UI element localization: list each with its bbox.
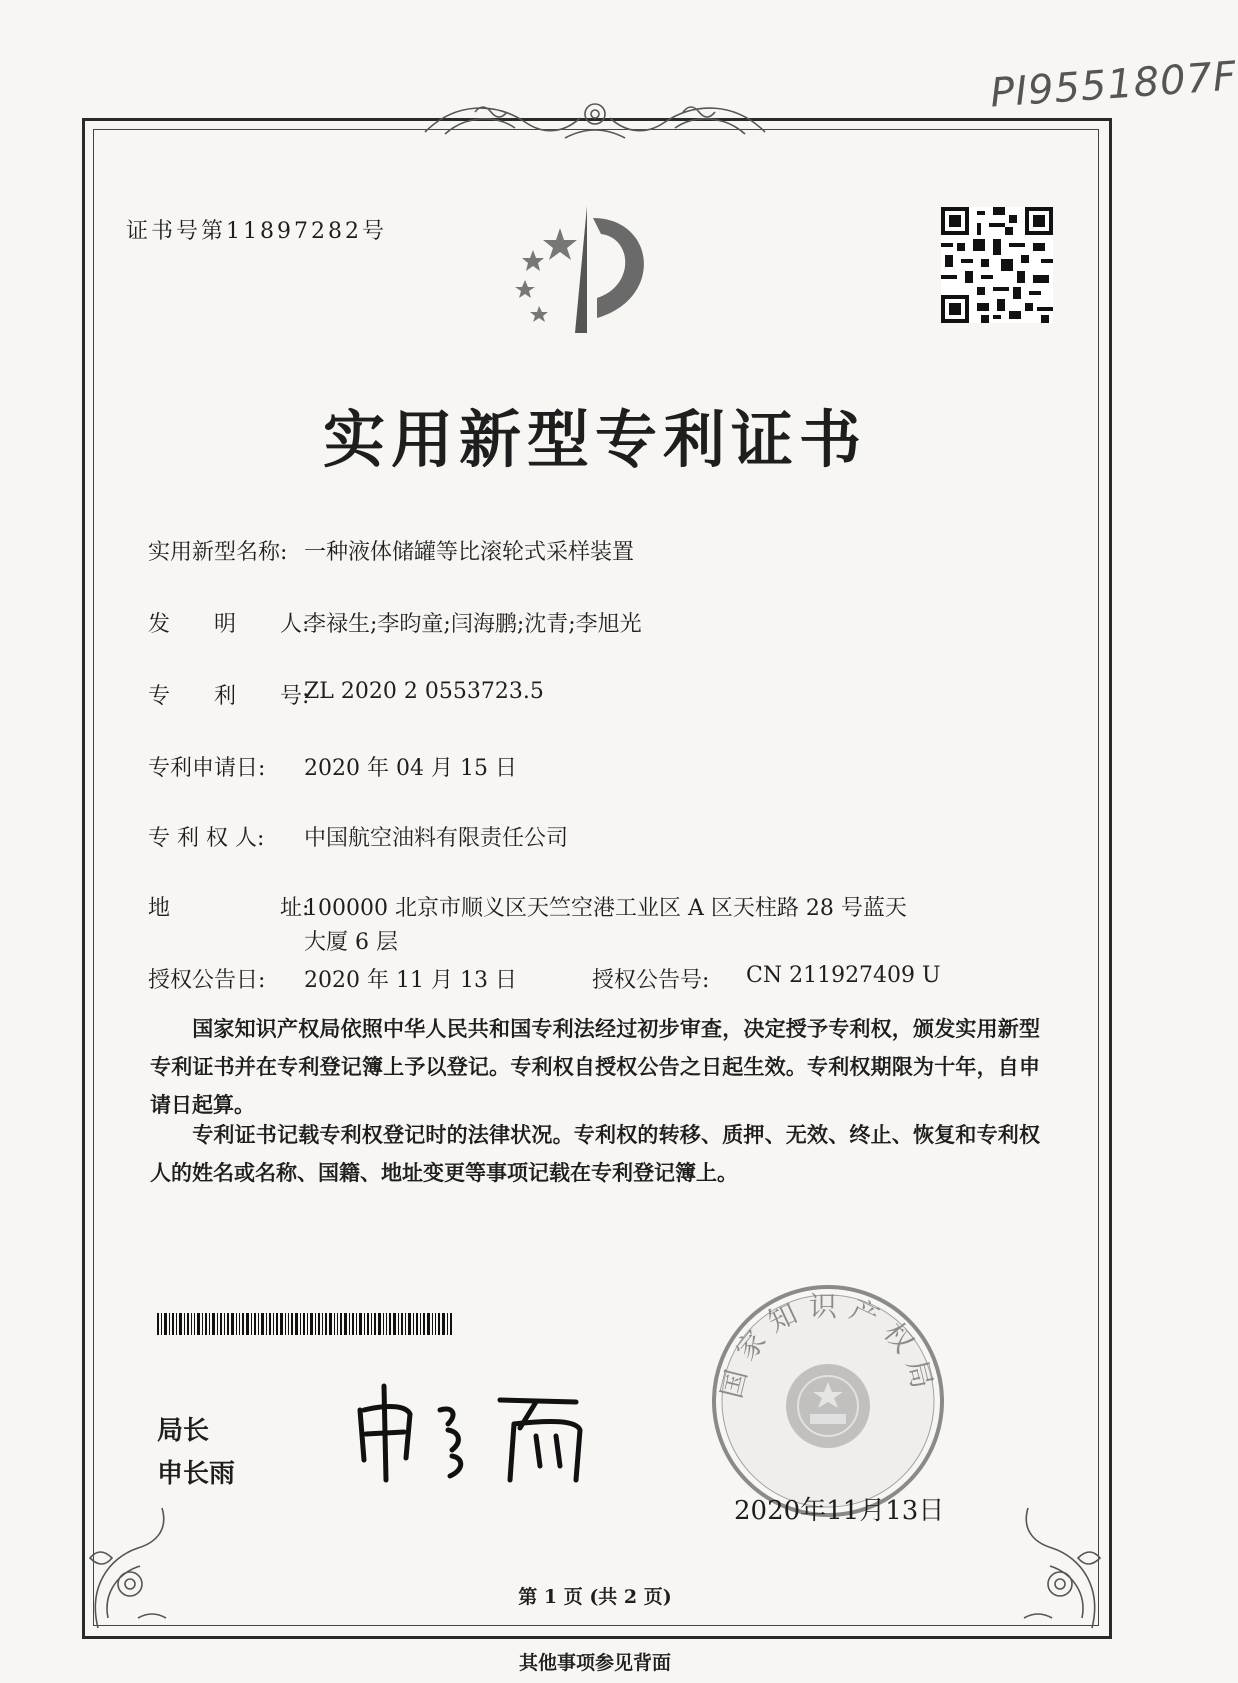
- field-name-label: 实用新型名称:: [148, 540, 288, 565]
- field-filing-date-value: 2020 年 04 月 15 日: [304, 756, 517, 781]
- field-inventor-label: 发 明 人:: [148, 612, 310, 637]
- paragraph-grant-statement-text: 国家知识产权局依照中华人民共和国专利法经过初步审查，决定授予专利权，颁发实用新型专利证书并在专利登记簿上予以登记。专利权自授权公告之日起生效。专利权期限为十年，自申请日起算。: [150, 1016, 1040, 1117]
- director-name: 申长雨: [157, 1459, 236, 1489]
- field-address-line2: 大厦 6 层: [304, 930, 398, 955]
- certificate-number: 证书号第11897282号: [126, 219, 387, 244]
- director-title: 局长: [157, 1416, 210, 1446]
- field-filing-date-label: 专利申请日:: [148, 756, 266, 781]
- field-name-value: 一种液体储罐等比滚轮式采样装置: [304, 540, 635, 565]
- page-indicator: 第 1 页 (共 2 页): [518, 1586, 672, 1608]
- certificate-title: 实用新型专利证书: [322, 403, 867, 476]
- field-grant-number-value: CN 211927409 U: [746, 963, 941, 988]
- field-patent-number-value: ZL 2020 2 0553723.5: [304, 679, 544, 704]
- qr-code: [941, 207, 1053, 323]
- director-signature: [340, 1380, 610, 1490]
- field-address-line1: 100000 北京市顺义区天竺空港工业区 A 区天柱路 28 号蓝天: [304, 896, 907, 921]
- field-patent-number-label: 专 利 号:: [148, 684, 310, 709]
- field-grant-number-label: 授权公告号:: [592, 968, 710, 993]
- field-patentee-label: 专 利 权 人:: [148, 826, 265, 851]
- field-address-label: 地 址:: [148, 896, 310, 921]
- seal-date: 2020年11月13日: [734, 1496, 945, 1526]
- official-seal: [707, 1280, 949, 1522]
- field-grant-date-label: 授权公告日:: [148, 968, 266, 993]
- field-inventor-value: 李禄生;李昀童;闫海鹏;沈青;李旭光: [304, 612, 642, 637]
- handwritten-reference: PI9551807F: [988, 53, 1238, 117]
- paragraph-grant-statement: [150, 1010, 1040, 1124]
- seal-text: 国家知识产权局: [714, 1289, 942, 1402]
- footer-note: 其他事项参见背面: [518, 1652, 671, 1674]
- barcode: [157, 1313, 452, 1335]
- field-patentee-value: 中国航空油料有限责任公司: [304, 826, 569, 851]
- field-grant-date-value: 2020 年 11 月 13 日: [304, 968, 517, 993]
- paragraph-legal-status: [150, 1116, 1040, 1192]
- paragraph-legal-status-text: 专利证书记载专利权登记时的法律状况。专利权的转移、质押、无效、终止、恢复和专利权人的姓名或名称、国籍、地址变更等事项记载在专利登记簿上。: [150, 1122, 1040, 1185]
- patent-office-emblem: [505, 198, 675, 338]
